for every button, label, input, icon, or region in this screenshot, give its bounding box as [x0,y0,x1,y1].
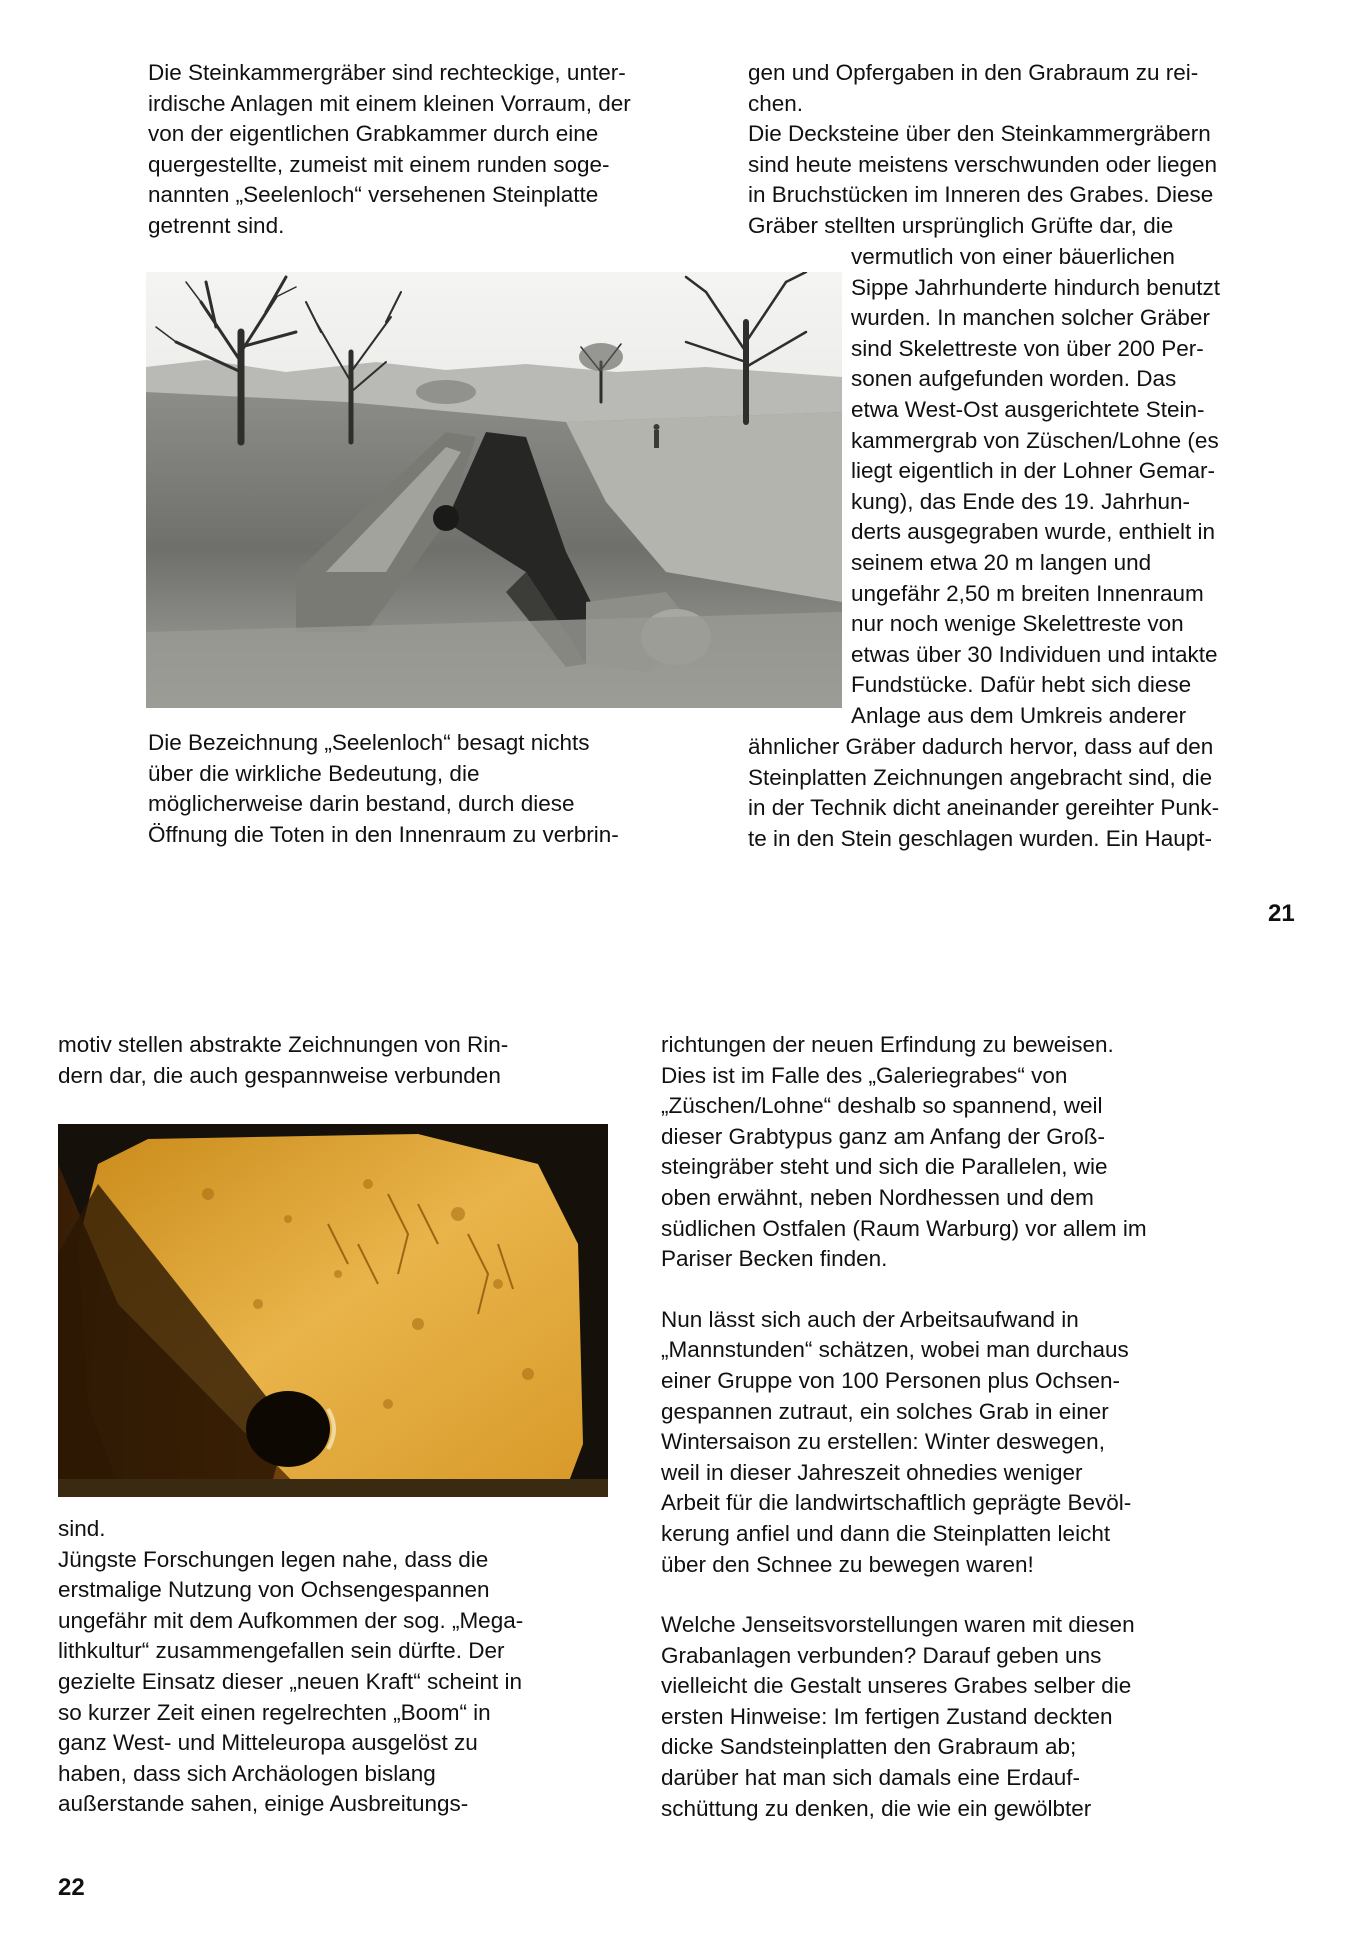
text-line: dieser Grabtypus ganz am Anfang der Groß- [661,1123,1105,1149]
text-line: chen. [748,90,804,116]
text-line: lithkultur“ zusammengefallen sein dürfte. Der [58,1638,505,1664]
text-line: sind Skelettreste von über 200 Per- [851,335,1204,361]
text-line: seinem etwa 20 m langen und [851,549,1152,575]
text-line: Die Decksteine über den Steinkammergräbern [748,121,1211,147]
text-line: etwas über 30 Individuen und intakte [851,641,1218,667]
grave-landscape-photo [146,272,842,708]
text-line: ähnlicher Gräber dadurch hervor, dass auf den [748,734,1214,759]
text-line: gezielte Einsatz dieser „neuen Kraft“ scheint in [58,1668,522,1694]
text-line: südlichen Ostfalen (Raum Warburg) vor allem im [661,1215,1147,1241]
text-line: Die Steinkammergräber sind rechteckige, unter- [148,60,626,85]
text-line: Nun lässt sich auch der Arbeitsaufwand in [661,1306,1079,1332]
text-line: in der Technik dicht aneinander gereihter Punk- [748,795,1220,821]
text-line: sind heute meistens verschwunden oder liegen [748,151,1218,177]
page22-paragraph-2 [661,1305,1281,1580]
text-line: kammergrab von Züschen/Lohne (es [851,427,1219,453]
decorated-stone-slab-photo [58,1124,608,1497]
text-line: Steinplatten Zeichnungen angebracht sind, die [748,764,1213,790]
text-line: ganz West- und Mitteleuropa ausgelöst zu [58,1730,478,1756]
text-line: Sippe Jahrhunderte hindurch benutzt [851,274,1221,300]
text-line: in Bruchstücken im Inneren des Grabes. Diese [748,182,1214,208]
text-line: liegt eigentlich in der Lohner Gemar- [851,458,1215,484]
text-line: etwa West-Ost ausgerichtete Stein- [851,396,1205,422]
page22-paragraph-3 [661,1610,1281,1824]
page21-col-left-top [148,58,708,242]
text-line: te in den Stein geschlagen wurden. Ein Haupt- [748,825,1213,851]
text-line: haben, dass sich Archäologen bislang [58,1760,436,1786]
text-line: ungefähr 2,50 m breiten Innenraum [851,580,1204,606]
text-line: quergestellte, zumeist mit einem runden soge- [148,151,610,177]
text-line: oben erwähnt, neben Nordhessen und dem [661,1184,1094,1210]
text-line: dern dar, die auch gespannweise verbunden [58,1062,501,1088]
text-line: irdische Anlagen mit einem kleinen Vorraum, der [148,90,631,116]
text-line: nur noch wenige Skelettreste von [851,611,1184,637]
text-line: Arbeit für die landwirtschaftlich geprägte Bevöl- [661,1490,1132,1516]
text-line: Die Bezeichnung „Seelenloch“ besagt nichts [148,730,590,755]
text-line: Dies ist im Falle des „Galeriegrabes“ von [661,1062,1068,1088]
text-line: über den Schnee zu bewegen waren! [661,1551,1034,1577]
page21-col-left-bottom [148,728,708,850]
text-line: Anlage aus dem Umkreis anderer [851,702,1187,728]
page21-col-right-bottom [748,732,1308,854]
text-line: außerstande sahen, einige Ausbreitungs- [58,1791,469,1817]
page-number-21: 21 [1268,900,1295,927]
text-line: ersten Hinweise: Im fertigen Zustand deckten [661,1703,1113,1729]
text-line: Öffnung die Toten in den Innenraum zu verbrin- [148,821,619,847]
page22-col-right [661,1030,1281,1824]
page21-col-right-wrap [851,242,1311,732]
text-line: so kurzer Zeit einen regelrechten „Boom“ in [58,1699,491,1725]
text-line: nannten „Seelenloch“ versehenen Steinplatte [148,182,599,208]
page22-paragraph-1 [661,1030,1281,1275]
text-line: „Mannstunden“ schätzen, wobei man durchaus [661,1337,1129,1363]
text-line: richtungen der neuen Erfindung zu beweisen. [661,1032,1114,1057]
text-line: sonen aufgefunden worden. Das [851,366,1177,392]
text-line: gespannen zutraut, ein solches Grab in einer [661,1398,1109,1424]
text-line: einer Gruppe von 100 Personen plus Ochsen- [661,1367,1121,1393]
text-line: Fundstücke. Dafür hebt sich diese [851,672,1192,698]
page-number-22: 22 [58,1874,85,1901]
text-line: „Züschen/Lohne“ deshalb so spannend, weil [661,1093,1103,1119]
text-line: derts ausgegraben wurde, enthielt in [851,519,1215,545]
text-line: sind. [58,1516,106,1541]
text-line: über die wirkliche Bedeutung, die [148,760,480,786]
text-line: Welche Jenseitsvorstellungen waren mit diesen [661,1612,1135,1638]
page22-col-left-bottom [58,1514,618,1820]
text-line: motiv stellen abstrakte Zeichnungen von Rin- [58,1032,509,1057]
text-line: schüttung zu denken, die wie ein gewölbter [661,1795,1092,1821]
text-line: Wintersaison zu erstellen: Winter deswegen, [661,1429,1105,1455]
text-line: weil in dieser Jahreszeit ohnedies weniger [661,1459,1083,1485]
text-line: darüber hat man sich damals eine Erdauf- [661,1765,1080,1791]
text-line: gen und Opfergaben in den Grabraum zu rei- [748,60,1199,85]
page21-col-right-top [748,58,1308,242]
page22-col-left-top [58,1030,618,1091]
text-line: Grabanlagen verbunden? Darauf geben uns [661,1642,1102,1668]
text-line: Jüngste Forschungen legen nahe, dass die [58,1546,489,1572]
text-line: kerung anfiel und dann die Steinplatten leicht [661,1520,1111,1546]
text-line: erstmalige Nutzung von Ochsengespannen [58,1577,490,1603]
text-line: ungefähr mit dem Aufkommen der sog. „Mega- [58,1607,524,1633]
text-line: von der eigentlichen Grabkammer durch eine [148,121,599,147]
text-line: vermutlich von einer bäuerlichen [851,244,1175,269]
text-line: Gräber stellten ursprünglich Grüfte dar, die [748,212,1174,238]
text-line: kung), das Ende des 19. Jahrhun- [851,488,1190,514]
text-line: möglicherweise darin bestand, durch diese [148,791,575,817]
text-line: Pariser Becken finden. [661,1246,888,1272]
text-line: dicke Sandsteinplatten den Grabraum ab; [661,1734,1077,1760]
text-line: steingräber steht und sich die Parallelen, wie [661,1154,1108,1180]
text-line: vielleicht die Gestalt unseres Grabes selber die [661,1673,1132,1699]
text-line: getrennt sind. [148,212,285,238]
text-line: wurden. In manchen solcher Gräber [851,305,1210,331]
